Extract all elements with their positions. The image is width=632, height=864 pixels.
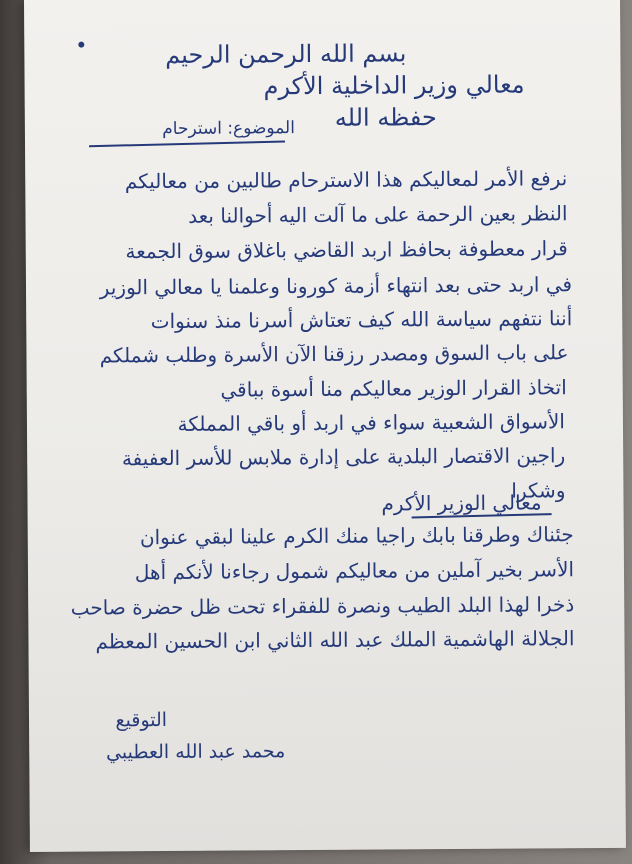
body-line-4: في اربد حتى بعد انتهاء أزمة كورونا وعلمنا يا معالي الوزير	[99, 272, 573, 300]
body-line-3: قرار معطوفة بحافظ اربد القاضي باغلاق سوق الجمعة	[125, 236, 568, 264]
body2-line-2: الأسر بخير آملين من معاليكم شمول رجاءنا لأنكم أهل	[134, 557, 575, 585]
body-line-1: نرفع الأمر لمعاليكم هذا الاسترحام طالبين من معاليكم	[124, 166, 568, 194]
handwritten-letter-page	[24, 0, 626, 852]
subject-underline	[89, 140, 285, 147]
second-address: معالي الوزير الأكرم	[381, 490, 542, 516]
subject-line: الموضوع: استرحام	[162, 118, 295, 140]
body-line-6: على باب السوق ومصدر رزقنا الآن الأسرة وطلب شملكم	[99, 340, 569, 368]
body-line-9: راجين الاقتصار البلدية على إدارة ملابس للأسر العفيفة	[121, 443, 566, 471]
signature-name: محمد عبد الله العطيبي	[105, 740, 286, 764]
body-line-8: الأسواق الشعبية سواء في اربد أو باقي المملكة	[177, 409, 566, 436]
recipient-title: معالي وزير الداخلية الأكرم	[263, 70, 525, 101]
body2-line-3: ذخرا لهذا البلد الطيب ونصرة للفقراء تحت ظل حضرة صاحب	[70, 592, 575, 620]
body2-line-4: الجلالة الهاشمية الملك عبد الله الثاني ابن الحسين المعظم	[95, 626, 575, 654]
body2-line-1: جئناك وطرقنا بابك راجيا منك الكرم علينا لبقي عنوان	[139, 522, 574, 550]
body-line-10: وشكرا	[511, 478, 566, 503]
blessing: حفظه الله	[334, 103, 437, 132]
body-line-5: أننا نتفهم سياسة الله كيف تعتاش أسرنا منذ سنوات	[150, 306, 573, 334]
body-line-2: النظر بعين الرحمة على ما آلت اليه أحوالنا بعد	[188, 201, 568, 228]
signature-label: التوقيع	[115, 709, 168, 732]
basmala: بسم الله الرحمن الرحيم	[165, 39, 407, 70]
ink-dot	[78, 42, 84, 48]
body-line-7: اتخاذ القرار الوزير معاليكم منا أسوة بباقي	[220, 375, 567, 402]
